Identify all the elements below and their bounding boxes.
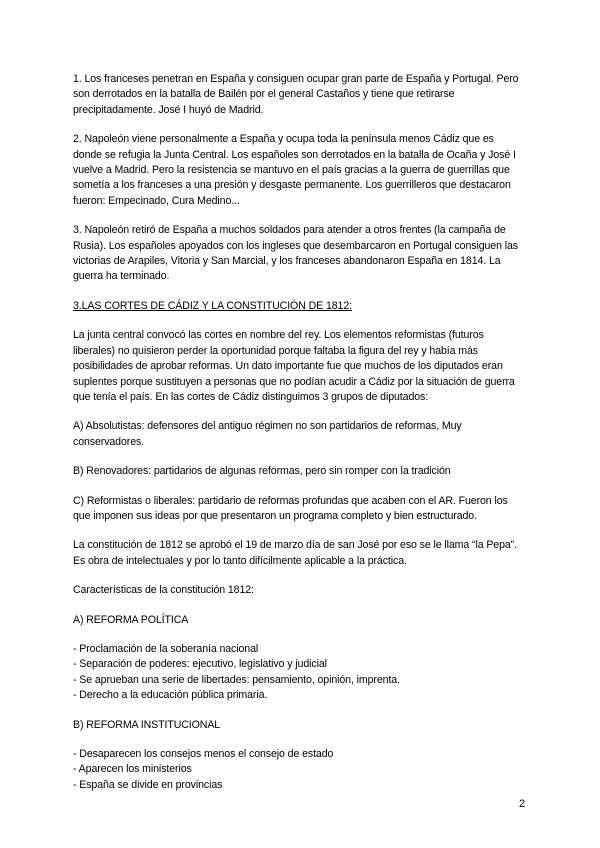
subheading-institutional-reform: B) REFORMA INSTITUCIONAL	[73, 718, 221, 731]
list-item: - Se aprueban una serie de libertades: pensamiento, opinión, imprenta.	[73, 673, 400, 686]
political-reform-list	[73, 642, 525, 704]
list-item: - Desaparecen los consejos menos el consejo de estado	[73, 748, 334, 760]
paragraph-group-c: C) Reformistas o liberales: partidario de reformas profundas que acaben con el AR. Fueron los que imponen sus ideas por que presentaron un programa completo y bien estructurado.	[73, 494, 508, 522]
paragraph-constitution: La constitución de 1812 se aprobó el 19 de marzo día de san José por eso se le llama “la Pepa”. Es obra de intelectuales y por lo tanto difícilmente aplicable a la práctica.	[73, 539, 517, 567]
institutional-reform-list	[73, 747, 525, 793]
list-item: - España se divide en provincias	[73, 778, 223, 791]
list-item: - Separación de poderes: ejecutivo, legislativo y judicial	[73, 658, 327, 671]
document-page	[73, 72, 525, 807]
paragraph-3: 3. Napoleón retiró de España a muchos soldados para atender a otros frentes (la campaña de Rusia). Los españoles apoyados con los ingleses que desembarcaron en Portugal consiguen las victorias de Arapiles, Vitoria y San Marcial, y los franceses abandonaron España en 1814. La guerra ha terminado.	[73, 224, 518, 283]
page-number: 2	[519, 798, 526, 810]
paragraph-group-b: B) Renovadores: partidarios de algunas reformas, pero sin romper con la tradición	[73, 465, 451, 478]
paragraph-junta: La junta central convocó las cortes en nombre del rey. Los elementos reformistas (futuros liberales) no quisieron perder la oportunidad porque faltaba la figura del rey y había más posibilidades de aprobar reformas. Un dato importante fue que muchos de los diputados eran suplentes porque sustituyen a personas que no podían acudir a Cádiz por la situación de guerra que tenía el país. En las cortes de Cádiz distinguimos 3 grupos de diputados:	[73, 329, 515, 403]
section-heading: 3.LAS CORTES DE CÁDIZ Y LA CONSTITUCIÓN DE 1812:	[73, 299, 352, 312]
list-item: - Aparecen los ministerios	[73, 763, 192, 776]
list-item: - Proclamación de la soberanía nacional	[73, 642, 259, 655]
paragraph-group-a: A) Absolutistas: defensores del antiguo régimen no son partidarios de reformas, Muy conservadores.	[73, 420, 462, 448]
subheading-political-reform: A) REFORMA POLÍTICA	[73, 613, 189, 626]
list-item: - Derecho a la educación pública primaria.	[73, 689, 268, 702]
paragraph-1: 1. Los franceses penetran en España y consiguen ocupar gran parte de España y Portugal. Pero son derrotados en la batalla de Bailén por el general Castaños y tiene que retirarse precipitadamente. José I huyó de Madrid.	[73, 73, 519, 116]
paragraph-characteristics: Características de la constitución 1812:	[73, 584, 254, 597]
paragraph-2: 2. Napoleón viene personalmente a España y ocupa toda la península menos Cádiz que es donde se refugia la Junta Central. Los españoles son derrotados en la batalla de Ocaña y José I vuelve a Madrid. Pero la resistencia se mantuvo en el país gracias a la guerra de guerrillas que sometía a los franceses a una presión y desgaste permanente. Los guerrilleros que destacaron fueron: Empecinado, Cura Medino...	[73, 133, 516, 207]
